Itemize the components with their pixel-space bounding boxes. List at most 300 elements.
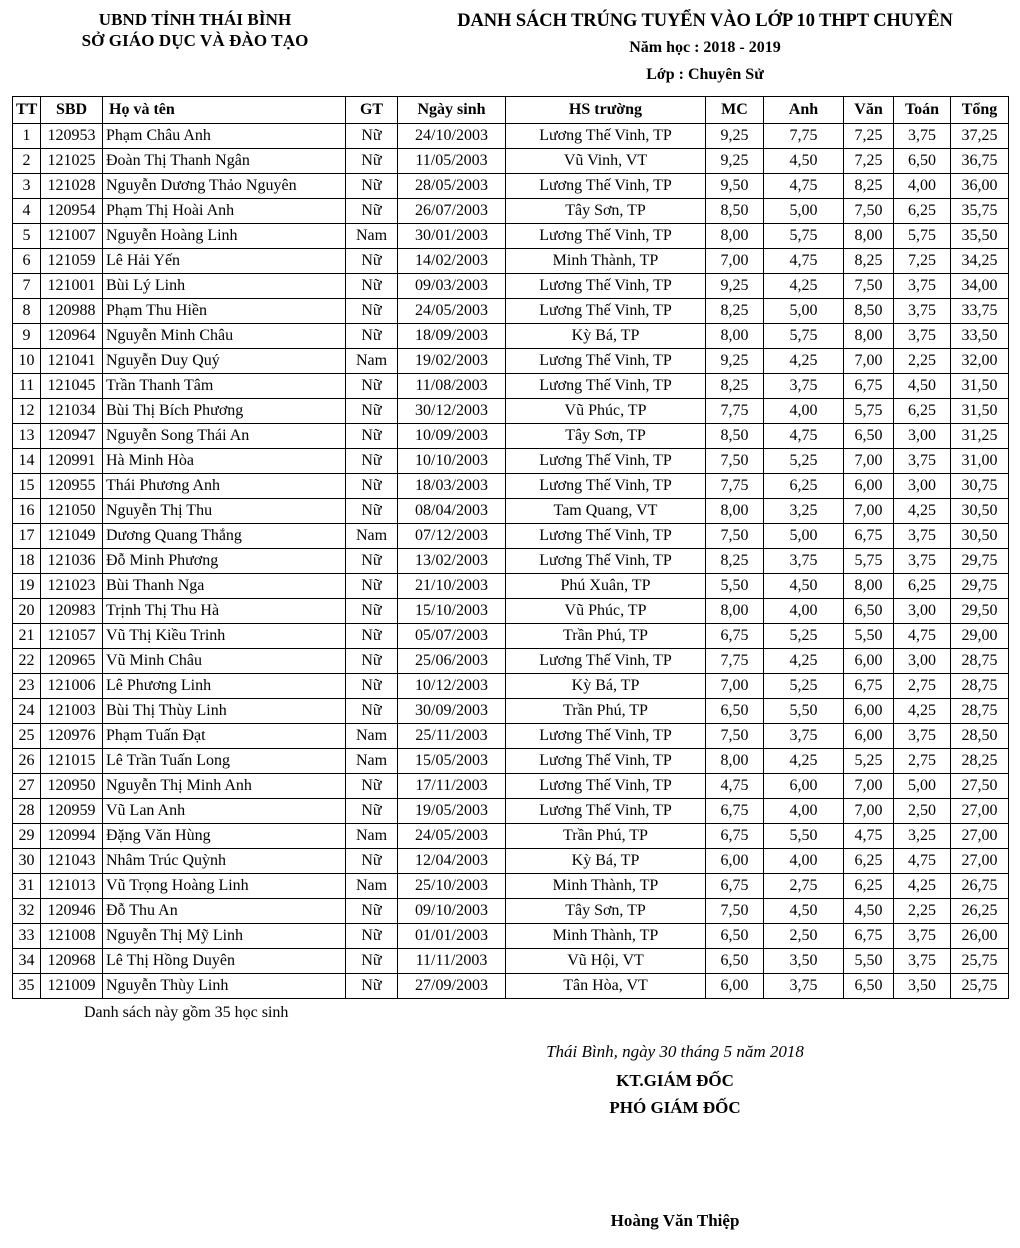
signer-role-line-2: PHÓ GIÁM ĐỐC <box>609 1098 741 1118</box>
cell-van: 7,50 <box>844 273 894 298</box>
cell-sbd: 120946 <box>41 898 103 923</box>
cell-anh: 4,00 <box>764 398 844 423</box>
cell-tong: 37,25 <box>951 123 1009 148</box>
cell-van: 5,75 <box>844 398 894 423</box>
cell-school: Minh Thành, TP <box>506 873 706 898</box>
cell-dob: 24/10/2003 <box>398 123 506 148</box>
cell-school: Lương Thế Vinh, TP <box>506 123 706 148</box>
cell-gt: Nữ <box>346 673 398 698</box>
cell-mc: 9,25 <box>706 123 764 148</box>
cell-mc: 5,50 <box>706 573 764 598</box>
cell-school: Lương Thế Vinh, TP <box>506 173 706 198</box>
cell-tt: 12 <box>13 398 41 423</box>
cell-gt: Nữ <box>346 498 398 523</box>
cell-name: Nguyễn Thị Mỹ Linh <box>103 923 346 948</box>
cell-dob: 19/02/2003 <box>398 348 506 373</box>
cell-toan: 3,75 <box>894 273 951 298</box>
cell-tong: 29,00 <box>951 623 1009 648</box>
cell-anh: 5,25 <box>764 623 844 648</box>
cell-van: 6,50 <box>844 423 894 448</box>
department-name-line: SỞ GIÁO DỤC VÀ ĐÀO TẠO <box>81 31 309 51</box>
cell-anh: 4,75 <box>764 423 844 448</box>
cell-van: 6,25 <box>844 873 894 898</box>
cell-van: 6,75 <box>844 923 894 948</box>
cell-school: Tân Hòa, VT <box>506 973 706 998</box>
cell-school: Trần Phú, TP <box>506 623 706 648</box>
cell-tt: 32 <box>13 898 41 923</box>
cell-van: 7,00 <box>844 498 894 523</box>
cell-toan: 4,50 <box>894 373 951 398</box>
table-row <box>13 848 1009 873</box>
table-row <box>13 198 1009 223</box>
cell-tt: 18 <box>13 548 41 573</box>
cell-dob: 11/11/2003 <box>398 948 506 973</box>
cell-tt: 10 <box>13 348 41 373</box>
cell-gt: Nữ <box>346 798 398 823</box>
cell-van: 6,25 <box>844 848 894 873</box>
cell-mc: 8,25 <box>706 373 764 398</box>
cell-sbd: 121041 <box>41 348 103 373</box>
cell-gt: Nữ <box>346 423 398 448</box>
table-row <box>13 798 1009 823</box>
cell-toan: 3,00 <box>894 598 951 623</box>
cell-name: Đỗ Minh Phương <box>103 548 346 573</box>
cell-gt: Nữ <box>346 948 398 973</box>
cell-tt: 8 <box>13 298 41 323</box>
cell-mc: 8,25 <box>706 548 764 573</box>
cell-school: Lương Thế Vinh, TP <box>506 448 706 473</box>
cell-anh: 4,00 <box>764 798 844 823</box>
column-header-name: Họ và tên <box>103 96 346 123</box>
cell-van: 6,50 <box>844 973 894 998</box>
cell-dob: 12/04/2003 <box>398 848 506 873</box>
cell-tong: 27,00 <box>951 848 1009 873</box>
cell-toan: 4,00 <box>894 173 951 198</box>
cell-van: 7,25 <box>844 148 894 173</box>
cell-tong: 30,50 <box>951 523 1009 548</box>
cell-sbd: 121057 <box>41 623 103 648</box>
cell-anh: 4,00 <box>764 848 844 873</box>
cell-school: Lương Thế Vinh, TP <box>506 298 706 323</box>
cell-gt: Nữ <box>346 973 398 998</box>
cell-name: Hà Minh Hòa <box>103 448 346 473</box>
cell-toan: 3,00 <box>894 648 951 673</box>
cell-tong: 26,25 <box>951 898 1009 923</box>
column-header-tong: Tổng <box>951 96 1009 123</box>
cell-mc: 7,00 <box>706 248 764 273</box>
cell-gt: Nam <box>346 823 398 848</box>
cell-tong: 27,00 <box>951 798 1009 823</box>
cell-mc: 7,50 <box>706 523 764 548</box>
cell-anh: 5,50 <box>764 698 844 723</box>
table-row <box>13 948 1009 973</box>
cell-anh: 2,75 <box>764 873 844 898</box>
cell-tong: 36,75 <box>951 148 1009 173</box>
cell-tt: 33 <box>13 923 41 948</box>
cell-anh: 7,75 <box>764 123 844 148</box>
cell-toan: 3,50 <box>894 973 951 998</box>
cell-school: Kỳ Bá, TP <box>506 673 706 698</box>
cell-school: Lương Thế Vinh, TP <box>506 223 706 248</box>
school-year-label: Năm học : 2018 - 2019 <box>629 39 781 57</box>
cell-mc: 6,75 <box>706 798 764 823</box>
cell-name: Phạm Thu Hiền <box>103 298 346 323</box>
cell-gt: Nữ <box>346 848 398 873</box>
cell-anh: 4,50 <box>764 573 844 598</box>
table-row <box>13 823 1009 848</box>
cell-tt: 13 <box>13 423 41 448</box>
cell-sbd: 120955 <box>41 473 103 498</box>
cell-tt: 28 <box>13 798 41 823</box>
cell-toan: 3,75 <box>894 123 951 148</box>
cell-sbd: 121009 <box>41 973 103 998</box>
table-row <box>13 898 1009 923</box>
cell-name: Lê Trần Tuấn Long <box>103 748 346 773</box>
cell-mc: 8,00 <box>706 598 764 623</box>
cell-anh: 4,00 <box>764 598 844 623</box>
cell-name: Vũ Thị Kiều Trinh <box>103 623 346 648</box>
cell-gt: Nam <box>346 873 398 898</box>
cell-van: 5,50 <box>844 948 894 973</box>
cell-mc: 7,75 <box>706 648 764 673</box>
cell-tt: 11 <box>13 373 41 398</box>
table-row <box>13 523 1009 548</box>
cell-name: Nguyễn Duy Quý <box>103 348 346 373</box>
cell-mc: 6,50 <box>706 923 764 948</box>
cell-school: Lương Thế Vinh, TP <box>506 773 706 798</box>
cell-gt: Nữ <box>346 648 398 673</box>
cell-anh: 5,00 <box>764 523 844 548</box>
cell-toan: 3,75 <box>894 323 951 348</box>
cell-gt: Nữ <box>346 573 398 598</box>
table-row <box>13 873 1009 898</box>
table-row <box>13 648 1009 673</box>
cell-dob: 25/10/2003 <box>398 873 506 898</box>
signer-role-line-1: KT.GIÁM ĐỐC <box>616 1070 734 1090</box>
cell-toan: 4,25 <box>894 698 951 723</box>
cell-anh: 5,50 <box>764 823 844 848</box>
cell-school: Tây Sơn, TP <box>506 198 706 223</box>
cell-sbd: 120964 <box>41 323 103 348</box>
cell-dob: 30/09/2003 <box>398 698 506 723</box>
cell-sbd: 121007 <box>41 223 103 248</box>
cell-toan: 3,75 <box>894 723 951 748</box>
cell-tt: 24 <box>13 698 41 723</box>
cell-anh: 3,75 <box>764 723 844 748</box>
cell-mc: 8,00 <box>706 498 764 523</box>
cell-tt: 15 <box>13 473 41 498</box>
cell-sbd: 121015 <box>41 748 103 773</box>
cell-toan: 3,75 <box>894 548 951 573</box>
cell-dob: 07/12/2003 <box>398 523 506 548</box>
cell-tt: 5 <box>13 223 41 248</box>
cell-tt: 35 <box>13 973 41 998</box>
cell-tt: 25 <box>13 723 41 748</box>
cell-name: Vũ Trọng Hoàng Linh <box>103 873 346 898</box>
cell-gt: Nữ <box>346 123 398 148</box>
cell-tt: 14 <box>13 448 41 473</box>
cell-tt: 17 <box>13 523 41 548</box>
cell-anh: 4,75 <box>764 173 844 198</box>
table-row <box>13 398 1009 423</box>
cell-sbd: 120976 <box>41 723 103 748</box>
cell-tt: 26 <box>13 748 41 773</box>
cell-tong: 31,25 <box>951 423 1009 448</box>
cell-gt: Nữ <box>346 623 398 648</box>
cell-dob: 18/03/2003 <box>398 473 506 498</box>
cell-gt: Nam <box>346 748 398 773</box>
cell-tt: 7 <box>13 273 41 298</box>
table-row <box>13 148 1009 173</box>
cell-gt: Nữ <box>346 323 398 348</box>
cell-tong: 35,75 <box>951 198 1009 223</box>
table-row <box>13 473 1009 498</box>
cell-name: Lê Hải Yến <box>103 248 346 273</box>
table-body <box>13 123 1009 998</box>
cell-school: Lương Thế Vinh, TP <box>506 548 706 573</box>
cell-toan: 3,75 <box>894 923 951 948</box>
cell-gt: Nam <box>346 348 398 373</box>
cell-sbd: 120988 <box>41 298 103 323</box>
cell-dob: 10/12/2003 <box>398 673 506 698</box>
cell-gt: Nữ <box>346 173 398 198</box>
cell-toan: 4,25 <box>894 873 951 898</box>
cell-name: Nguyễn Thị Thu <box>103 498 346 523</box>
cell-anh: 4,25 <box>764 348 844 373</box>
cell-sbd: 121049 <box>41 523 103 548</box>
cell-van: 7,00 <box>844 448 894 473</box>
cell-van: 6,00 <box>844 723 894 748</box>
cell-gt: Nữ <box>346 373 398 398</box>
column-header-dob: Ngày sinh <box>398 96 506 123</box>
cell-tt: 3 <box>13 173 41 198</box>
cell-mc: 7,00 <box>706 673 764 698</box>
cell-sbd: 120991 <box>41 448 103 473</box>
table-row <box>13 623 1009 648</box>
column-header-mc: MC <box>706 96 764 123</box>
cell-van: 6,50 <box>844 598 894 623</box>
cell-toan: 3,75 <box>894 448 951 473</box>
cell-tt: 22 <box>13 648 41 673</box>
table-row <box>13 248 1009 273</box>
cell-van: 7,50 <box>844 198 894 223</box>
cell-van: 7,25 <box>844 123 894 148</box>
cell-tt: 23 <box>13 673 41 698</box>
cell-anh: 6,00 <box>764 773 844 798</box>
cell-school: Lương Thế Vinh, TP <box>506 723 706 748</box>
cell-gt: Nữ <box>346 198 398 223</box>
cell-tong: 26,00 <box>951 923 1009 948</box>
cell-name: Nguyễn Thùy Linh <box>103 973 346 998</box>
cell-tong: 28,75 <box>951 673 1009 698</box>
cell-tt: 4 <box>13 198 41 223</box>
cell-dob: 30/01/2003 <box>398 223 506 248</box>
cell-name: Dương Quang Thắng <box>103 523 346 548</box>
cell-van: 6,75 <box>844 673 894 698</box>
cell-toan: 4,75 <box>894 623 951 648</box>
cell-van: 6,75 <box>844 373 894 398</box>
cell-name: Đặng Văn Hùng <box>103 823 346 848</box>
cell-mc: 8,50 <box>706 198 764 223</box>
cell-mc: 7,75 <box>706 398 764 423</box>
table-row <box>13 773 1009 798</box>
cell-tong: 31,50 <box>951 373 1009 398</box>
cell-sbd: 120983 <box>41 598 103 623</box>
table-row <box>13 923 1009 948</box>
cell-tong: 30,75 <box>951 473 1009 498</box>
cell-toan: 3,00 <box>894 473 951 498</box>
cell-school: Lương Thế Vinh, TP <box>506 648 706 673</box>
cell-mc: 7,75 <box>706 473 764 498</box>
cell-name: Nguyễn Hoàng Linh <box>103 223 346 248</box>
cell-anh: 6,25 <box>764 473 844 498</box>
cell-toan: 6,50 <box>894 148 951 173</box>
table-row <box>13 448 1009 473</box>
cell-toan: 3,75 <box>894 298 951 323</box>
signer-name: Hoàng Văn Thiệp <box>610 1210 740 1230</box>
cell-school: Lương Thế Vinh, TP <box>506 523 706 548</box>
table-row <box>13 723 1009 748</box>
table-row <box>13 348 1009 373</box>
cell-toan: 6,25 <box>894 198 951 223</box>
cell-dob: 01/01/2003 <box>398 923 506 948</box>
cell-toan: 3,75 <box>894 948 951 973</box>
cell-dob: 24/05/2003 <box>398 823 506 848</box>
cell-gt: Nữ <box>346 898 398 923</box>
table-header-row <box>13 96 1009 123</box>
cell-sbd: 121050 <box>41 498 103 523</box>
cell-school: Vũ Hội, VT <box>506 948 706 973</box>
cell-name: Bùi Thị Bích Phương <box>103 398 346 423</box>
cell-mc: 9,50 <box>706 173 764 198</box>
cell-school: Kỳ Bá, TP <box>506 848 706 873</box>
page-title: DANH SÁCH TRÚNG TUYỂN VÀO LỚP 10 THPT CHUYÊN <box>457 11 953 31</box>
cell-toan: 2,25 <box>894 348 951 373</box>
cell-name: Trần Thanh Tâm <box>103 373 346 398</box>
cell-sbd: 121025 <box>41 148 103 173</box>
cell-sbd: 121008 <box>41 923 103 948</box>
table-row <box>13 748 1009 773</box>
table-row <box>13 298 1009 323</box>
cell-mc: 9,25 <box>706 348 764 373</box>
cell-dob: 19/05/2003 <box>398 798 506 823</box>
cell-gt: Nữ <box>346 448 398 473</box>
cell-tt: 20 <box>13 598 41 623</box>
cell-name: Phạm Tuấn Đạt <box>103 723 346 748</box>
cell-dob: 15/10/2003 <box>398 598 506 623</box>
cell-sbd: 120950 <box>41 773 103 798</box>
cell-van: 8,25 <box>844 173 894 198</box>
cell-toan: 4,75 <box>894 848 951 873</box>
cell-anh: 3,50 <box>764 948 844 973</box>
cell-anh: 5,00 <box>764 298 844 323</box>
cell-tong: 34,00 <box>951 273 1009 298</box>
column-header-school: HS trường <box>506 96 706 123</box>
cell-tong: 29,50 <box>951 598 1009 623</box>
cell-school: Vũ Phúc, TP <box>506 598 706 623</box>
cell-dob: 25/11/2003 <box>398 723 506 748</box>
cell-school: Trần Phú, TP <box>506 823 706 848</box>
cell-toan: 2,25 <box>894 898 951 923</box>
cell-dob: 18/09/2003 <box>398 323 506 348</box>
cell-dob: 15/05/2003 <box>398 748 506 773</box>
cell-school: Tây Sơn, TP <box>506 898 706 923</box>
cell-mc: 7,50 <box>706 723 764 748</box>
cell-name: Đỗ Thu An <box>103 898 346 923</box>
cell-sbd: 121034 <box>41 398 103 423</box>
cell-tong: 29,75 <box>951 548 1009 573</box>
column-header-tt: TT <box>13 96 41 123</box>
cell-tt: 2 <box>13 148 41 173</box>
cell-tt: 34 <box>13 948 41 973</box>
cell-sbd: 121036 <box>41 548 103 573</box>
cell-mc: 6,50 <box>706 698 764 723</box>
cell-gt: Nữ <box>346 548 398 573</box>
cell-tt: 29 <box>13 823 41 848</box>
cell-toan: 3,25 <box>894 823 951 848</box>
cell-sbd: 120968 <box>41 948 103 973</box>
cell-school: Lương Thế Vinh, TP <box>506 373 706 398</box>
cell-sbd: 121001 <box>41 273 103 298</box>
cell-tong: 28,75 <box>951 698 1009 723</box>
cell-sbd: 121003 <box>41 698 103 723</box>
cell-tong: 25,75 <box>951 948 1009 973</box>
cell-anh: 5,25 <box>764 448 844 473</box>
cell-anh: 4,25 <box>764 648 844 673</box>
cell-tt: 31 <box>13 873 41 898</box>
document-title-block <box>390 9 1020 86</box>
column-header-gt: GT <box>346 96 398 123</box>
cell-name: Phạm Thị Hoài Anh <box>103 198 346 223</box>
cell-toan: 6,25 <box>894 398 951 423</box>
cell-van: 4,50 <box>844 898 894 923</box>
table-row <box>13 373 1009 398</box>
cell-school: Trần Phú, TP <box>506 698 706 723</box>
cell-tt: 16 <box>13 498 41 523</box>
cell-tt: 27 <box>13 773 41 798</box>
table-header-row-group <box>13 96 1009 123</box>
table-row <box>13 673 1009 698</box>
cell-school: Lương Thế Vinh, TP <box>506 473 706 498</box>
cell-mc: 6,75 <box>706 873 764 898</box>
cell-tong: 26,75 <box>951 873 1009 898</box>
cell-tong: 33,75 <box>951 298 1009 323</box>
column-header-sbd: SBD <box>41 96 103 123</box>
cell-van: 5,50 <box>844 623 894 648</box>
column-header-toan: Toán <box>894 96 951 123</box>
cell-name: Nhâm Trúc Quỳnh <box>103 848 346 873</box>
cell-school: Vũ Vinh, VT <box>506 148 706 173</box>
cell-van: 7,00 <box>844 348 894 373</box>
cell-school: Minh Thành, TP <box>506 923 706 948</box>
cell-school: Lương Thế Vinh, TP <box>506 348 706 373</box>
table-row <box>13 423 1009 448</box>
cell-sbd: 120994 <box>41 823 103 848</box>
admitted-students-table <box>12 96 1009 999</box>
cell-dob: 05/07/2003 <box>398 623 506 648</box>
cell-dob: 17/11/2003 <box>398 773 506 798</box>
cell-name: Nguyễn Minh Châu <box>103 323 346 348</box>
column-header-van: Văn <box>844 96 894 123</box>
cell-tong: 36,00 <box>951 173 1009 198</box>
cell-toan: 2,75 <box>894 673 951 698</box>
cell-school: Lương Thế Vinh, TP <box>506 748 706 773</box>
cell-mc: 9,25 <box>706 148 764 173</box>
cell-anh: 3,75 <box>764 373 844 398</box>
cell-sbd: 121006 <box>41 673 103 698</box>
table-row <box>13 498 1009 523</box>
cell-gt: Nữ <box>346 598 398 623</box>
